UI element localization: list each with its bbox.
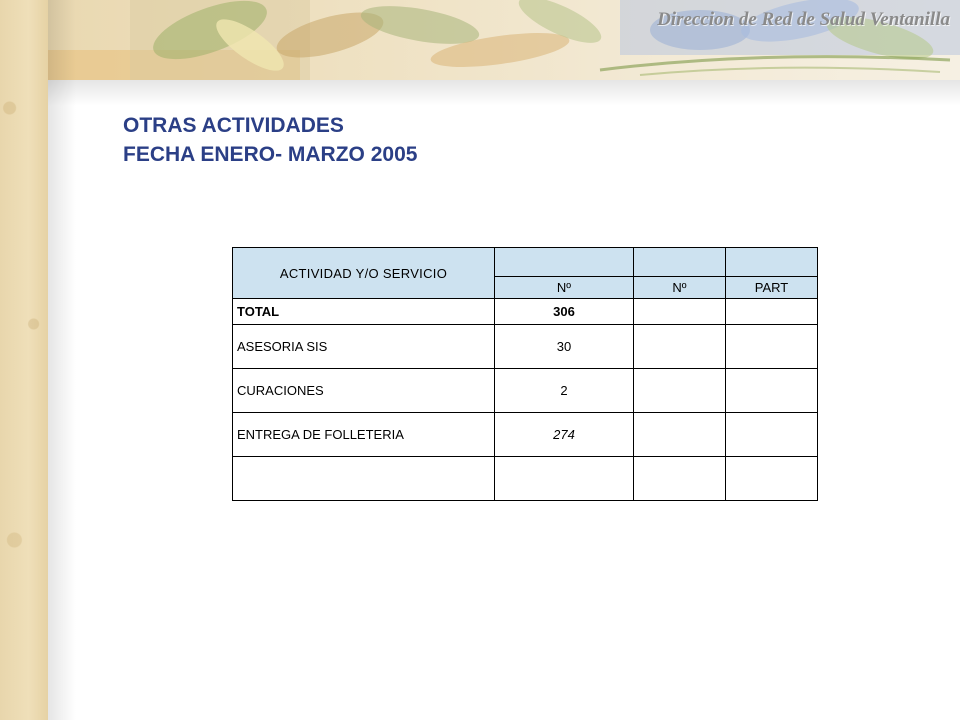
left-parchment-strip	[0, 0, 48, 720]
header-blank-cell	[495, 248, 634, 277]
left-strip-shadow	[48, 0, 76, 720]
total-value	[634, 299, 726, 325]
header-actividad: ACTIVIDAD Y/O SERVICIO	[233, 248, 495, 299]
row-value	[495, 457, 634, 501]
title-line-1: OTRAS ACTIVIDADES	[123, 114, 344, 137]
table-row	[233, 413, 818, 457]
row-value	[634, 369, 726, 413]
total-label: TOTAL	[233, 299, 495, 325]
row-value	[726, 325, 818, 369]
total-row	[233, 299, 818, 325]
row-value	[726, 369, 818, 413]
activities-table-container	[232, 247, 818, 501]
title-line-2: FECHA ENERO- MARZO 2005	[123, 143, 418, 166]
table-row	[233, 457, 818, 501]
row-value	[726, 413, 818, 457]
row-value	[634, 325, 726, 369]
header-blank-cell	[726, 248, 818, 277]
col-header: Nº	[495, 277, 634, 299]
row-value: 30	[495, 325, 634, 369]
total-value: 306	[495, 299, 634, 325]
row-value	[634, 413, 726, 457]
col-header: PART	[726, 277, 818, 299]
row-label: ENTREGA DE FOLLETERIA	[233, 413, 495, 457]
row-label: CURACIONES	[233, 369, 495, 413]
header-caption: Direccion de Red de Salud Ventanilla	[657, 9, 950, 30]
banner-shadow	[48, 80, 960, 106]
col-header: Nº	[634, 277, 726, 299]
row-label: ASESORIA SIS	[233, 325, 495, 369]
row-value	[726, 457, 818, 501]
table-row	[233, 369, 818, 413]
row-label	[233, 457, 495, 501]
total-value	[726, 299, 818, 325]
header-blank-cell	[634, 248, 726, 277]
row-value: 274	[495, 413, 634, 457]
row-value: 2	[495, 369, 634, 413]
slide-title	[123, 111, 417, 169]
table-header-row	[233, 248, 818, 277]
row-value	[634, 457, 726, 501]
activities-table	[232, 247, 818, 501]
table-row	[233, 325, 818, 369]
